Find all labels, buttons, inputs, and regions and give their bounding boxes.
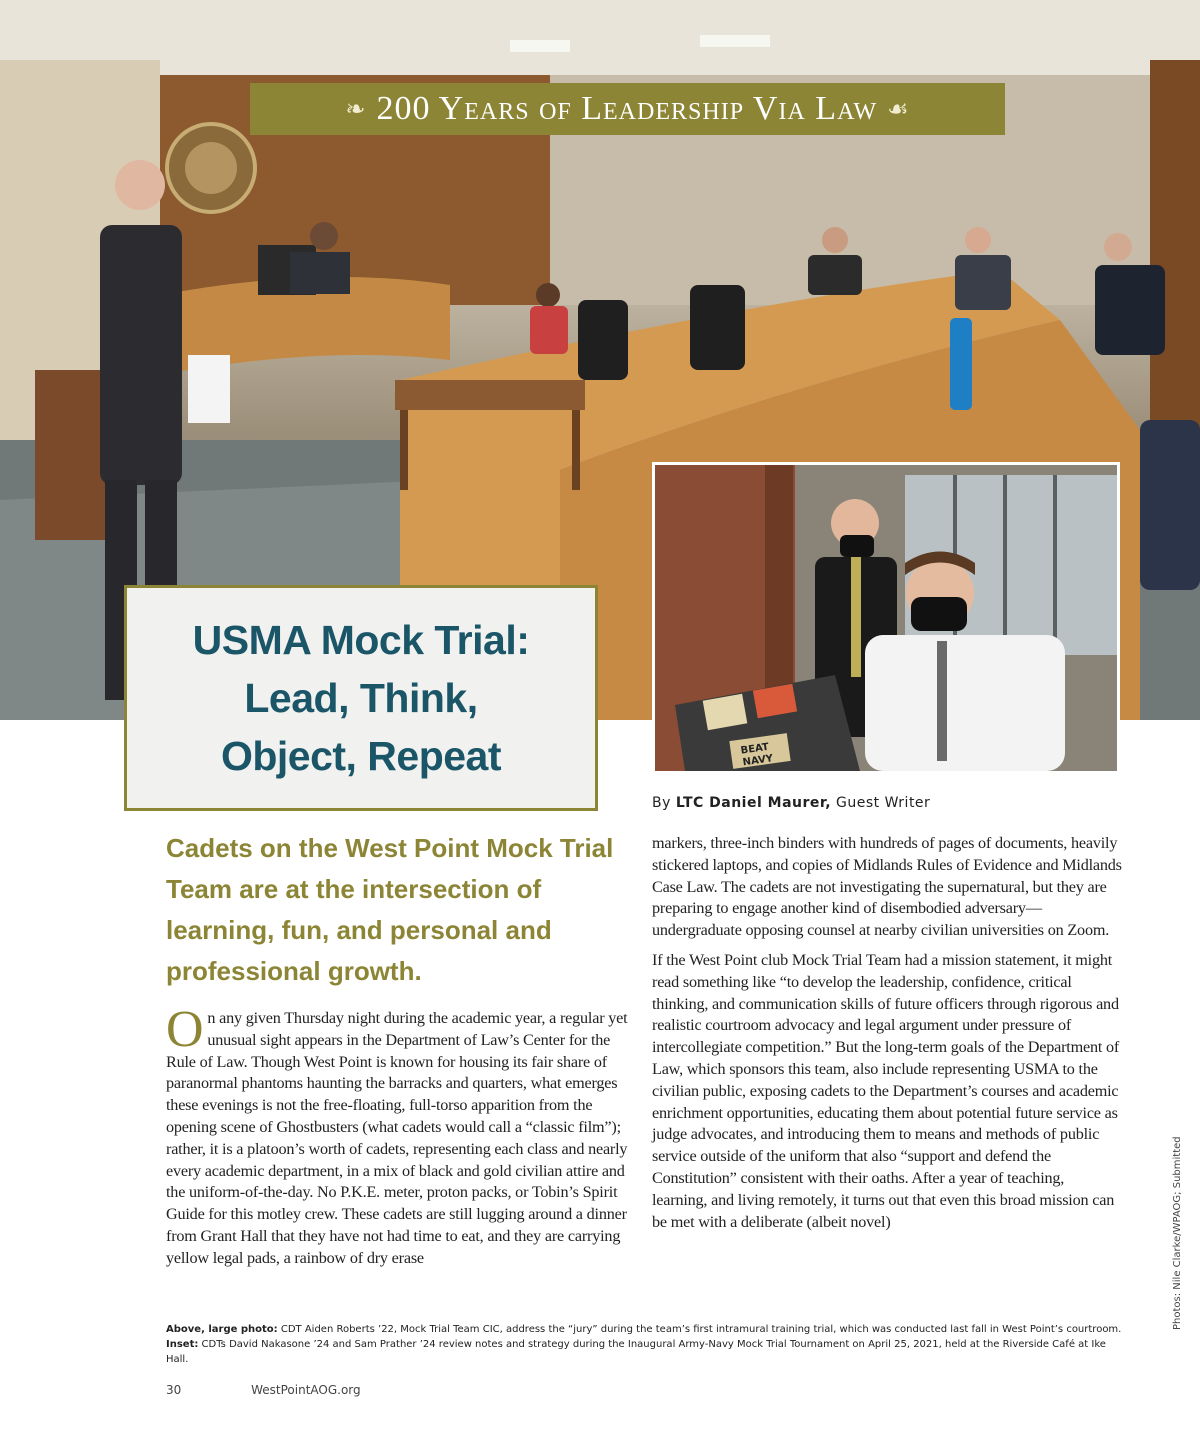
footer-site-link[interactable]: WestPointAOG.org <box>251 1383 361 1397</box>
body-paragraph-text: n any given Thursday night during the academic year, a regular yet unusual sight appears in the Department of Law’s Center for the Rule of Law. Though West Point is known for housing its fair share of paranormal phantoms haunting the barracks and quarters, what emerges these evenings is not the free-floating, full-torso apparition from the opening scene of Ghostbusters (what cadets would call a “classic film”); rather, it is a platoon’s worth of cadets, representing each class and nearly every academic department, in a mix of black and gold civilian attire and the uniform-of-the-day. No P.K.E. meter, proton packs, or Tobin’s Spirit Guide for this motley crew. These cadets are still lugging around a dinner from Grant Hall that they have not had time to eat, and they are carrying yellow legal pads, a rainbow of dry erase <box>166 1009 628 1267</box>
body-column-left <box>166 1001 634 1278</box>
inset-illustration <box>655 465 1117 771</box>
page-footer <box>166 1383 427 1397</box>
caption-label-inset: Inset: <box>166 1339 199 1350</box>
caption-text-main: CDT Aiden Roberts ’22, Mock Trial Team CIC, address the “jury” during the team’s first intramural training trial, which was conducted last fall in West Point’s courtroom. <box>277 1324 1122 1335</box>
body-paragraph: If the West Point club Mock Trial Team had a mission statement, it might read something like “to develop the leadership, confidence, critical thinking, and communication skills of future officers through rigorous and realistic courtroom advocacy and legal argument under pressure of intercollegiate competition.” But the long-term goals of the Department of Law, which sponsors this team, also include representing USMA to the civilian public, exposing cadets to the Department’s courses and academic enrichment opportunities, educating them about potential future service as judge advocates, and introducing them to means and methods of public service outside of the uniform that also “support and defend the Constitution” consistent with their oaths. After a year of teaching, learning, and living remotely, it turns out that even this broad mission can be met with a deliberate (albeit novel) <box>652 950 1120 1231</box>
photo-credit: Photos: Nile Clarke/WPAOG; Submitted <box>1172 1136 1183 1330</box>
article-deck: Cadets on the West Point Mock Trial Team are at the intersection of learning, fun, and personal and professional growth. <box>166 833 614 986</box>
body-paragraph: markers, three-inch binders with hundreds of pages of documents, heavily stickered laptops, and copies of Midlands Rules of Evidence and Midlands Case Law. The cadets are not investigating the supernatural, but they are preparing to engage another kind of disembodied adversary—undergraduate opposing counsel at nearby civilian universities on Zoom. <box>652 834 1122 940</box>
byline-role: Guest Writer <box>836 795 931 811</box>
caption-text-inset: CDTs David Nakasone ’24 and Sam Prather ’24 review notes and strategy during the Inaugural Army-Navy Mock Trial Tournament on April 25, 2021, held at the Riverside Café at Ike Hall. <box>166 1339 1106 1365</box>
article-title-line-2: Lead, Think, <box>244 675 478 721</box>
article-title-line-1: USMA Mock Trial: <box>192 617 530 663</box>
inset-photo <box>652 462 1120 774</box>
caption-label-main: Above, large photo: <box>166 1324 278 1335</box>
photo-caption <box>166 1322 1126 1367</box>
sticker-text-beat: BEAT <box>740 741 770 757</box>
article-title <box>193 611 530 785</box>
section-banner <box>250 83 1005 135</box>
body-column-right <box>652 833 1122 1241</box>
drop-cap: O <box>166 1001 204 1058</box>
byline-author: LTC Daniel Maurer, <box>675 795 832 811</box>
article-title-line-3: Object, Repeat <box>220 733 502 779</box>
right-flourish-icon: ☙ <box>887 96 910 123</box>
byline-prefix: By <box>652 795 671 811</box>
article-title-box <box>124 585 598 811</box>
page-number: 30 <box>166 1383 182 1397</box>
section-banner-title: 200 Years of Leadership Via Law <box>376 90 878 127</box>
left-flourish-icon: ❧ <box>345 96 367 123</box>
byline <box>652 795 930 811</box>
body-paragraph <box>166 1001 634 1270</box>
sticker-text-navy: NAVY <box>742 753 774 769</box>
